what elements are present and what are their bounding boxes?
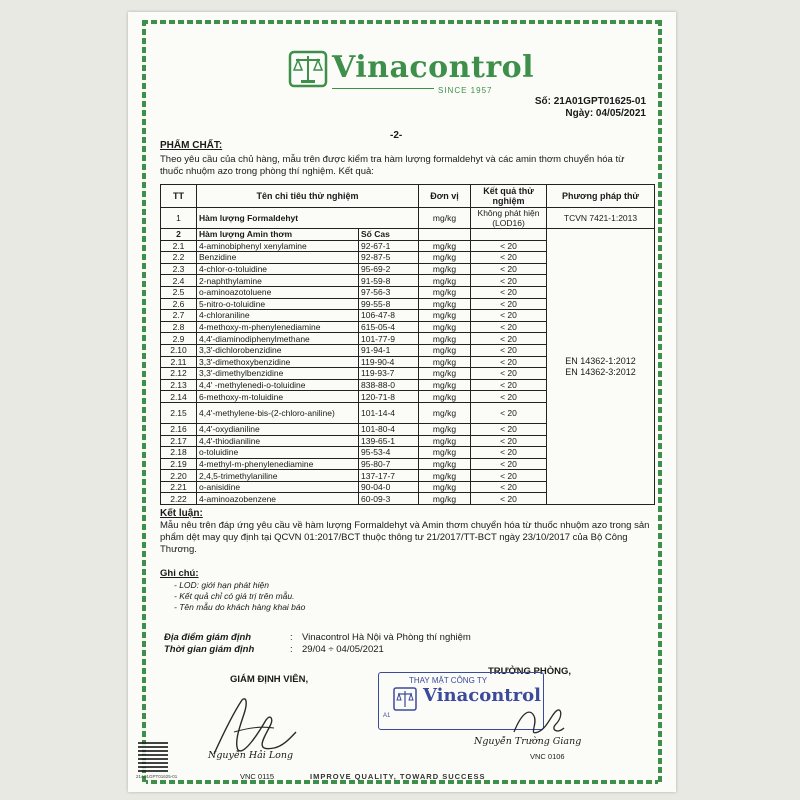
row-cas: 106-47-8 xyxy=(359,310,419,322)
brand-since: SINCE 1957 xyxy=(438,86,493,95)
row-unit: mg/kg xyxy=(419,402,471,423)
row-tt: 2.2 xyxy=(161,252,197,264)
row-tt: 2.17 xyxy=(161,435,197,447)
row-unit: mg/kg xyxy=(419,286,471,298)
row-result: < 20 xyxy=(471,252,547,264)
row-tt: 2.9 xyxy=(161,333,197,345)
row-cas: 92-87-5 xyxy=(359,252,419,264)
row-cas: 92-67-1 xyxy=(359,240,419,252)
row-unit: mg/kg xyxy=(419,344,471,356)
row1-unit: mg/kg xyxy=(419,208,471,229)
header-name: Tên chỉ tiêu thử nghiệm xyxy=(197,185,419,208)
border-right xyxy=(658,20,662,784)
row-cas: 139-65-1 xyxy=(359,435,419,447)
row-unit: mg/kg xyxy=(419,263,471,275)
row-unit: mg/kg xyxy=(419,379,471,391)
row-tt: 2.8 xyxy=(161,321,197,333)
time-row xyxy=(164,644,471,656)
head-name: Nguyễn Trường Giang xyxy=(474,736,582,747)
row-result: < 20 xyxy=(471,379,547,391)
row-result: < 20 xyxy=(471,356,547,368)
place-colon: : xyxy=(290,632,293,643)
document-number-block xyxy=(535,96,646,120)
conclusion-text: Mẫu nêu trên đáp ứng yêu cầu về hàm lượng Formaldehyt và Amin thơm chuyển hóa từ thuốc nhuộm azo trong sản phẩm dệt may quy định tại QCVN 01:2017/BCT thuộc thông tư 21/2017/TT-BCT ngày 23/10/2017 của Bộ Công Thương. xyxy=(160,520,650,555)
inspection-info xyxy=(164,632,471,656)
time-label: Thời gian giám định xyxy=(164,644,255,655)
certificate-page xyxy=(128,12,676,792)
row-tt: 2.13 xyxy=(161,379,197,391)
place-value: Vinacontrol Hà Nội và Phòng thí nghiệm xyxy=(302,632,471,643)
time-colon: : xyxy=(290,644,293,655)
row-result: < 20 xyxy=(471,368,547,380)
footer-slogan: IMPROVE QUALITY, TOWARD SUCCESS xyxy=(310,772,486,781)
row-cas: 99-55-8 xyxy=(359,298,419,310)
row-unit: mg/kg xyxy=(419,310,471,322)
row-unit: mg/kg xyxy=(419,275,471,287)
notes-list xyxy=(174,580,305,613)
amine-method-cell xyxy=(547,229,655,505)
row-unit: mg/kg xyxy=(419,298,471,310)
row-result: < 20 xyxy=(471,333,547,345)
row-name: 4,4'-thiodianiline xyxy=(197,435,359,447)
row-result: < 20 xyxy=(471,481,547,493)
row-cas: 95-69-2 xyxy=(359,263,419,275)
header-result: Kết quả thử nghiệm xyxy=(471,185,547,208)
row-unit: mg/kg xyxy=(419,435,471,447)
row-name: Benzidine xyxy=(197,252,359,264)
row-name: 4,4'-diaminodiphenylmethane xyxy=(197,333,359,345)
row-tt: 2.11 xyxy=(161,356,197,368)
row-name: 4-chloraniline xyxy=(197,310,359,322)
row-name: o-toluidine xyxy=(197,447,359,459)
header-method: Phương pháp thử xyxy=(547,185,655,208)
row-name: 2,4,5-trimethylaniline xyxy=(197,470,359,482)
row-result: < 20 xyxy=(471,423,547,435)
row-result: < 20 xyxy=(471,263,547,275)
row-unit: mg/kg xyxy=(419,481,471,493)
row-unit: mg/kg xyxy=(419,240,471,252)
row-result: < 20 xyxy=(471,470,547,482)
table-row xyxy=(161,229,655,241)
row-cas: 91-94-1 xyxy=(359,344,419,356)
row-unit: mg/kg xyxy=(419,493,471,505)
row-name: 2-naphthylamine xyxy=(197,275,359,287)
head-vnc: VNC 0106 xyxy=(530,752,565,761)
row-cas: 95-80-7 xyxy=(359,458,419,470)
inspector-vnc: VNC 0115 xyxy=(240,772,275,781)
row-cas: 120-71-8 xyxy=(359,391,419,403)
row-tt: 2.3 xyxy=(161,263,197,275)
quality-intro: Theo yêu cầu của chủ hàng, mẫu trên được kiểm tra hàm lượng formaldehyt và các amin thơm chuyển hóa từ thuốc nhuộm azo trong phòng thí nghiệm. Kết quả: xyxy=(160,154,625,177)
row-name: 4-aminoazobenzene xyxy=(197,493,359,505)
row-result: < 20 xyxy=(471,435,547,447)
row-tt: 2.15 xyxy=(161,402,197,423)
row-unit: mg/kg xyxy=(419,391,471,403)
row-name: 4,4'-oxydianiline xyxy=(197,423,359,435)
scales-icon xyxy=(288,48,328,88)
row-unit: mg/kg xyxy=(419,252,471,264)
row-name: 4-chlor-o-toluidine xyxy=(197,263,359,275)
row-name: 6-methoxy-m-toluidine xyxy=(197,391,359,403)
row-tt: 2.5 xyxy=(161,286,197,298)
row-cas: 119-90-4 xyxy=(359,356,419,368)
row-result: < 20 xyxy=(471,298,547,310)
row-tt: 2.14 xyxy=(161,391,197,403)
row-result: < 20 xyxy=(471,286,547,298)
stamp-line1: THAY MẶT CÔNG TY xyxy=(409,676,488,685)
row-result: < 20 xyxy=(471,310,547,322)
row-tt: 2.10 xyxy=(161,344,197,356)
row-cas: 838-88-0 xyxy=(359,379,419,391)
header-tt: TT xyxy=(161,185,197,208)
method-amines-2: EN 14362-3:2012 xyxy=(565,366,636,377)
results-table xyxy=(160,184,655,505)
inspector-name: Nguyễn Hải Long xyxy=(208,750,294,761)
row-unit: mg/kg xyxy=(419,321,471,333)
row-name: o-aminoazotoluene xyxy=(197,286,359,298)
row1-name: Hàm lượng Formaldehyt xyxy=(197,208,419,229)
row-result: < 20 xyxy=(471,458,547,470)
row-result: < 20 xyxy=(471,493,547,505)
notes-heading: Ghi chú: xyxy=(160,568,199,579)
head-title: TRƯỞNG PHÒNG, xyxy=(488,666,572,677)
document-date: Ngày: 04/05/2021 xyxy=(565,108,646,119)
row-unit: mg/kg xyxy=(419,447,471,459)
row1-tt: 1 xyxy=(161,208,197,229)
row-tt: 2.16 xyxy=(161,423,197,435)
qr-caption: 21A01GPT01625-01 xyxy=(136,774,178,779)
row1-result: Không phát hiện (LOD16) xyxy=(471,208,547,229)
method-amines-1: EN 14362-1:2012 xyxy=(565,355,636,366)
row-result: < 20 xyxy=(471,402,547,423)
row-cas: 97-56-3 xyxy=(359,286,419,298)
note-item: - Tên mẫu do khách hàng khai báo xyxy=(174,602,306,612)
place-row xyxy=(164,632,471,644)
row-result: < 20 xyxy=(471,344,547,356)
row-name: 3,3'-dichlorobenzidine xyxy=(197,344,359,356)
row-result: < 20 xyxy=(471,391,547,403)
row-name: 4-aminobiphenyl xenylamine xyxy=(197,240,359,252)
row-unit: mg/kg xyxy=(419,470,471,482)
row-cas: 91-59-8 xyxy=(359,275,419,287)
row-name: 4-methoxy-m-phenylenediamine xyxy=(197,321,359,333)
row2-result xyxy=(471,229,547,241)
row-cas: 615-05-4 xyxy=(359,321,419,333)
brand-underline xyxy=(332,88,434,89)
table-row xyxy=(161,208,655,229)
row-name: 3,3'-dimethoxybenzidine xyxy=(197,356,359,368)
quality-heading: PHẨM CHẤT: xyxy=(160,140,223,151)
note-item: - Kết quả chỉ có giá trị trên mẫu. xyxy=(174,591,295,601)
row-result: < 20 xyxy=(471,321,547,333)
row-cas: 95-53-4 xyxy=(359,447,419,459)
note-item: - LOD: giới hạn phát hiện xyxy=(174,580,269,590)
row-tt: 2.6 xyxy=(161,298,197,310)
row-unit: mg/kg xyxy=(419,333,471,345)
row-name: 3,3'-dimethylbenzidine xyxy=(197,368,359,380)
row2-name: Hàm lượng Amin thơm xyxy=(197,229,359,241)
row-cas: 101-77-9 xyxy=(359,333,419,345)
row-tt: 2.1 xyxy=(161,240,197,252)
row-tt: 2.19 xyxy=(161,458,197,470)
stamp-scales-icon xyxy=(393,687,417,711)
row-tt: 2.12 xyxy=(161,368,197,380)
row-cas: 119-93-7 xyxy=(359,368,419,380)
row-name: 4-methyl-m-phenylenediamine xyxy=(197,458,359,470)
page-number: -2- xyxy=(390,130,403,141)
row-tt: 2.18 xyxy=(161,447,197,459)
stamp-brand: Vinacontrol xyxy=(423,685,541,706)
row-unit: mg/kg xyxy=(419,356,471,368)
row-unit: mg/kg xyxy=(419,423,471,435)
row-tt: 2.4 xyxy=(161,275,197,287)
vinacontrol-logo xyxy=(288,46,535,98)
row-tt: 2.20 xyxy=(161,470,197,482)
row2-unit xyxy=(419,229,471,241)
brand-name: Vinacontrol xyxy=(332,50,535,85)
row2-cas-header: Số Cas xyxy=(359,229,419,241)
row-tt: 2.21 xyxy=(161,481,197,493)
header-unit: Đơn vị xyxy=(419,185,471,208)
table-header-row xyxy=(161,185,655,208)
row-cas: 101-80-4 xyxy=(359,423,419,435)
row-name: 4,4'-methylene-bis-(2-chloro-aniline) xyxy=(197,402,359,423)
border-left xyxy=(142,20,146,784)
row-cas: 101-14-4 xyxy=(359,402,419,423)
row-tt: 2.22 xyxy=(161,493,197,505)
row-result: < 20 xyxy=(471,447,547,459)
row-unit: mg/kg xyxy=(419,368,471,380)
row-name: o-anisidine xyxy=(197,481,359,493)
stamp-code: A1 xyxy=(383,713,391,719)
row-cas: 137-17-7 xyxy=(359,470,419,482)
row-cas: 90-04-0 xyxy=(359,481,419,493)
place-label: Địa điểm giám định xyxy=(164,632,252,643)
row-result: < 20 xyxy=(471,275,547,287)
time-value: 29/04 ÷ 04/05/2021 xyxy=(302,644,384,655)
row-result: < 20 xyxy=(471,240,547,252)
conclusion-heading: Kết luận: xyxy=(160,508,203,519)
row-name: 4,4' -methylenedi-o-toluidine xyxy=(197,379,359,391)
document-number: Số: 21A01GPT01625-01 xyxy=(534,96,646,107)
row1-method: TCVN 7421-1:2013 xyxy=(547,208,655,229)
row-unit: mg/kg xyxy=(419,458,471,470)
row-tt: 2.7 xyxy=(161,310,197,322)
inspector-title: GIÁM ĐỊNH VIÊN, xyxy=(230,674,309,685)
row-cas: 60-09-3 xyxy=(359,493,419,505)
row2-tt: 2 xyxy=(161,229,197,241)
row-name: 5-nitro-o-toluidine xyxy=(197,298,359,310)
border-top xyxy=(142,20,662,24)
qr-code xyxy=(138,742,168,772)
